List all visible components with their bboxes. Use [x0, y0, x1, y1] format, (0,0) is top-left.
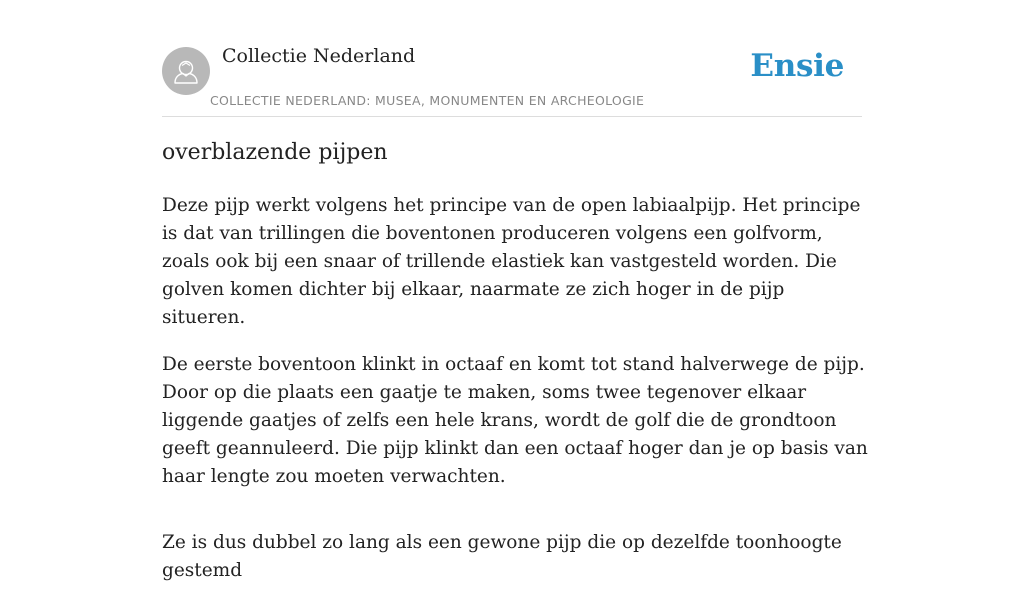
- entry-paragraph: Deze pijp werkt volgens het principe van de open labiaalpijp. Het principe is dat van trillingen die boventonen produceren volgens een golfvorm, zoals ook bij een snaar of trillende elastiek kan vastgesteld worden. Die golven komen dichter bij elkaar, naarmate ze zich hoger in de pijp situeren.: [162, 195, 861, 328]
- entry-title: overblazende pijpen: [162, 140, 388, 165]
- page-container: [162, 0, 868, 581]
- user-icon: [162, 47, 210, 95]
- source-name-link[interactable]: Collectie Nederland: [222, 45, 416, 67]
- ensie-logo-link[interactable]: Ensie: [750, 48, 844, 84]
- source-subtitle: COLLECTIE NEDERLAND: MUSEA, MONUMENTEN EN ARCHEOLOGIE: [210, 93, 645, 108]
- source-avatar[interactable]: [162, 47, 210, 95]
- source-header: [162, 0, 862, 117]
- entry-paragraph: De eerste boventoon klinkt in octaaf en komt tot stand halverwege de pijp. Door op die plaats een gaatje te maken, soms twee tegenover elkaar liggende gaatjes of zelfs een hele krans, wordt de golf die de grondtoon geeft geannuleerd. Die pijp klinkt dan een octaaf hoger dan je op basis van haar lengte zou moeten verwachten.: [162, 354, 868, 487]
- entry-body: [162, 192, 872, 604]
- entry-paragraph: Ze is dus dubbel zo lang als een gewone pijp die op dezelfde toonhoogte gestemd: [162, 532, 842, 581]
